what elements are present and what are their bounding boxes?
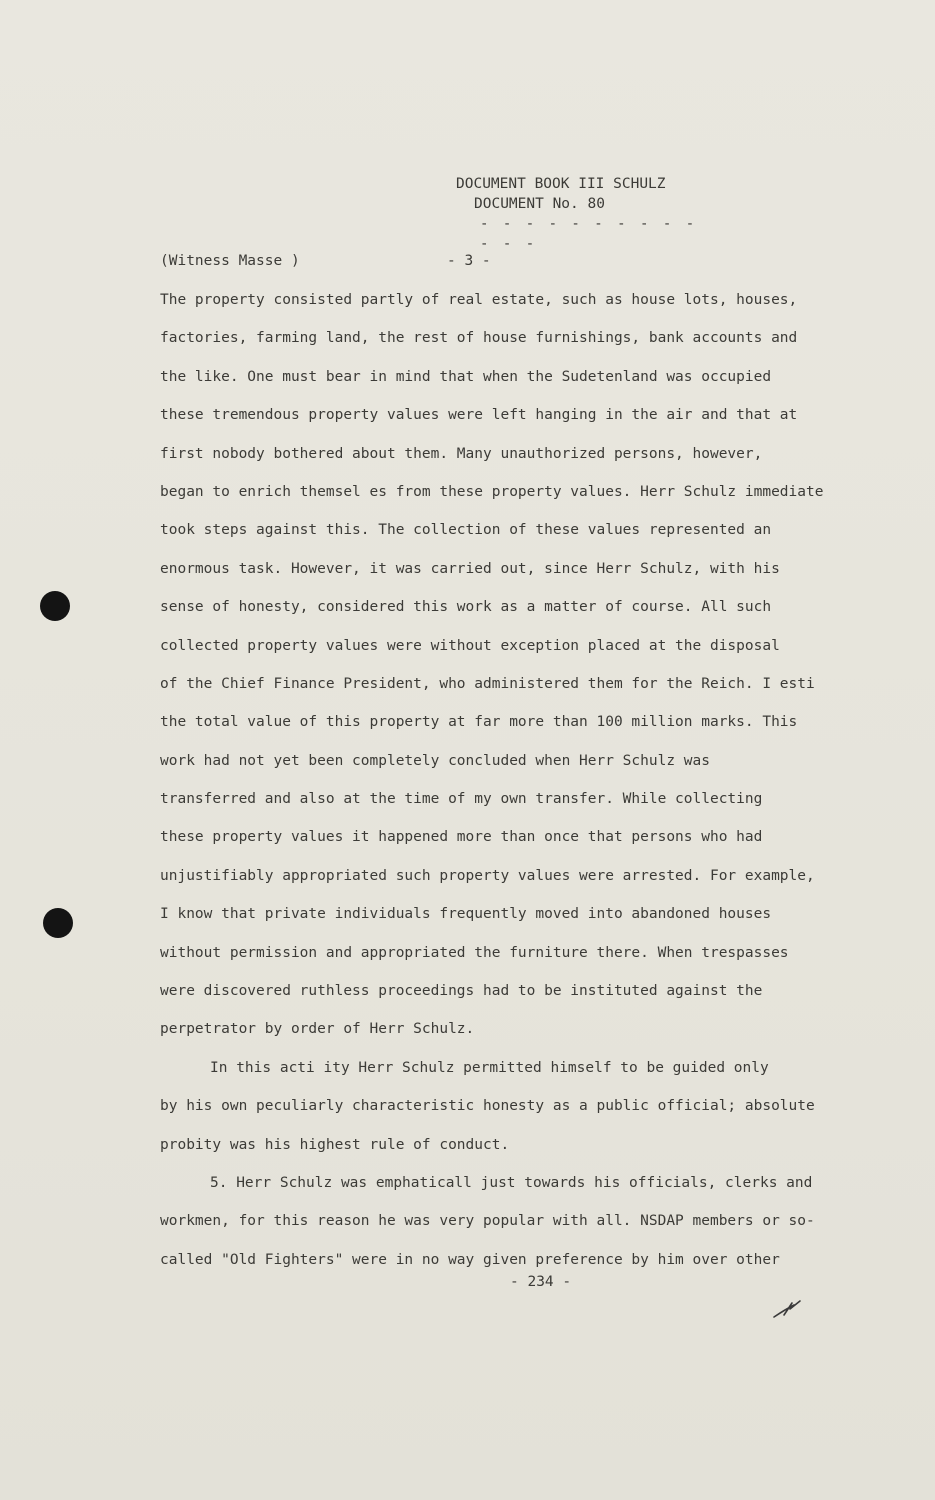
- text-line: began to enrich themsel es from these property values. Herr Schulz immediate: [160, 483, 824, 500]
- text-line: 5. Herr Schulz was emphaticall just towards his officials, clerks and: [210, 1174, 813, 1191]
- text-line: The property consisted partly of real estate, such as house lots, houses,: [160, 292, 798, 308]
- document-book-title: DOCUMENT BOOK III SCHULZ: [456, 176, 666, 192]
- document-number: DOCUMENT No. 80: [474, 196, 605, 212]
- text-line: transferred and also at the time of my own transfer. While collecting: [160, 791, 763, 808]
- text-line: of the Chief Finance President, who administered them for the Reich. I esti: [160, 675, 815, 692]
- footer-page-number: - 234 -: [510, 1274, 572, 1290]
- text-line: unjustifiably appropriated such property values were arrested. For example,: [160, 867, 815, 884]
- text-line: by his own peculiarly characteristic honesty as a public official; absolute: [160, 1098, 815, 1115]
- text-line: probity was his highest rule of conduct.: [160, 1136, 510, 1153]
- document-body: [160, 290, 900, 1288]
- witness-label: (Witness Masse ): [160, 253, 300, 269]
- text-line: I know that private individuals frequently moved into abandoned houses: [160, 906, 772, 923]
- punch-hole: [40, 591, 70, 621]
- handwritten-mark: [770, 1295, 806, 1323]
- text-line: the total value of this property at far more than 100 million marks. This: [160, 714, 798, 731]
- text-line: perpetrator by order of Herr Schulz.: [160, 1021, 475, 1038]
- text-line: the like. One must bear in mind that when the Sudetenland was occupied: [160, 368, 772, 385]
- text-line: were discovered ruthless proceedings had to be instituted against the: [160, 983, 763, 1000]
- text-line: without permission and appropriated the furniture there. When trespasses: [160, 944, 789, 961]
- text-line: In this acti ity Herr Schulz permitted himself to be guided only: [210, 1059, 769, 1076]
- text-line: workmen, for this reason he was very popular with all. NSDAP members or so-: [160, 1213, 815, 1230]
- text-line: enormous task. However, it was carried out, since Herr Schulz, with his: [160, 560, 780, 577]
- header-rule: - - - - - - - - - - - - -: [480, 216, 698, 252]
- document-header: [440, 174, 710, 254]
- text-line: sense of honesty, considered this work as a matter of course. All such: [160, 599, 772, 616]
- text-line: these property values it happened more than once that persons who had: [160, 829, 763, 846]
- text-line: factories, farming land, the rest of house furnishings, bank accounts and: [160, 330, 798, 347]
- text-line: first nobody bothered about them. Many unauthorized persons, however,: [160, 445, 763, 462]
- page-number: - 3 -: [447, 253, 491, 269]
- text-line: work had not yet been completely concluded when Herr Schulz was: [160, 752, 710, 769]
- text-line: collected property values were without exception placed at the disposal: [160, 637, 780, 654]
- text-line: called "Old Fighters" were in no way given preference by him over other: [160, 1251, 780, 1268]
- text-line: these tremendous property values were left hanging in the air and that at: [160, 407, 798, 424]
- text-line: took steps against this. The collection of these values represented an: [160, 522, 772, 539]
- punch-hole: [43, 908, 73, 938]
